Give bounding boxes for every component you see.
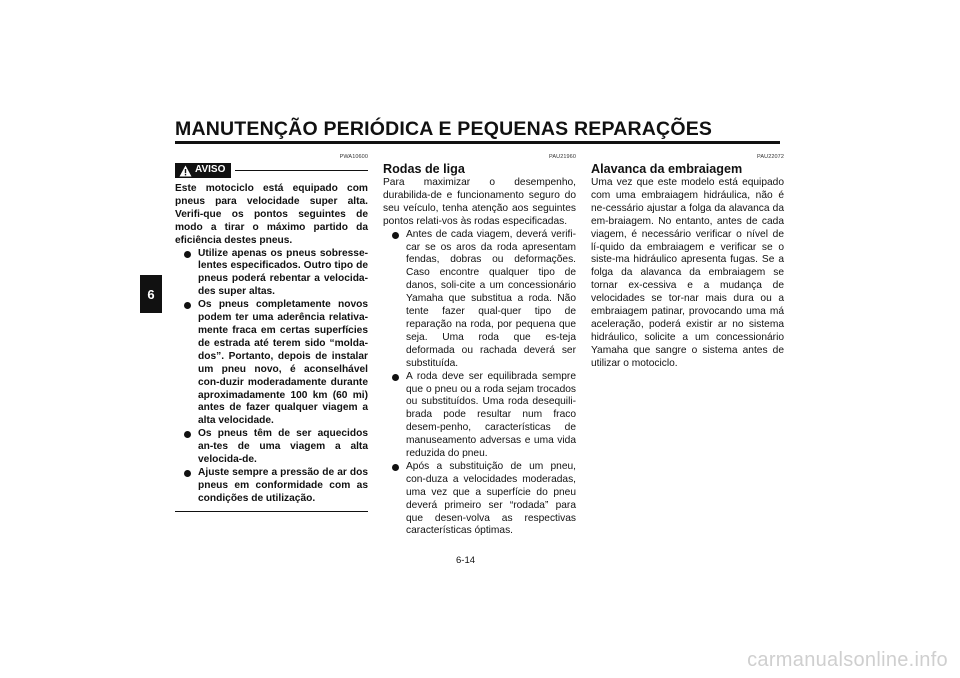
- warning-badge: [175, 163, 231, 178]
- list-item: Após a substituição de um pneu, con-duza a velocidades moderadas, uma vez que a superfície do pneu deverá primeiro ser “rodada” para que desen-volva as respectivas características óptimas.: [391, 461, 576, 538]
- warning-header: [175, 163, 368, 178]
- page-title: MANUTENÇÃO PERIÓDICA E PEQUENAS REPARAÇÕES: [175, 118, 713, 140]
- list-item: Antes de cada viagem, deverá verifi-car se os aros da roda apresentam fendas, dobras ou deformações. Caso encontre qualquer tipo de danos, soli-cite a um concessionário Yamaha que substitua a roda. Não tente fazer qual-quer tipo de reparação na roda, por pequena que seja. Uma roda que es-teja deformada ou rachada deverá ser substituída.: [391, 229, 576, 371]
- bullet-icon: [184, 431, 191, 438]
- warning-end-rule: [175, 511, 368, 513]
- warning-code: PWA10600: [339, 154, 368, 160]
- warning-intro: Este motociclo está equipado com pneus para velocidade super alta. Verifi-que os pontos seguintes de modo a tirar o máximo partido da eficiência destes pneus.: [175, 183, 368, 246]
- chapter-tab: 6: [140, 275, 162, 313]
- list-item: Ajuste sempre a pressão de ar dos pneus em conformidade com as condições de utilização.: [183, 467, 368, 506]
- warning-list: [175, 248, 368, 506]
- wheels-heading: Rodas de liga: [383, 162, 465, 176]
- watermark: carmanualsonline.info: [747, 649, 948, 671]
- wheels-code: PAU21960: [549, 154, 576, 160]
- warning-header-rule: [235, 170, 368, 172]
- list-item: Utilize apenas os pneus sobresse-lentes especificados. Outro tipo de pneus poderá rebentar a velocida-des super altas.: [183, 248, 368, 300]
- wheels-intro: Para maximizar o desempenho, durabilida-de e funcionamento seguro do seu veículo, tenha atenção aos seguintes pontos relati-vos às rodas especificadas.: [383, 177, 576, 227]
- bullet-icon: [184, 302, 191, 309]
- clutch-code: PAU22072: [757, 154, 784, 160]
- list-item: Os pneus têm de ser aquecidos an-tes de uma viagem a alta velocida-de.: [183, 428, 368, 467]
- list-item: Os pneus completamente novos podem ter uma aderência relativa-mente fraca em certas superfícies de estrada até terem sido “molda-dos”. Portanto, depois de instalar um pneu novo, é aconselhável con-duzir moderadamente durante aproximadamente 100 km (60 mi) antes de fazer qualquer viagem a alta velocidade.: [183, 299, 368, 428]
- bullet-icon: [184, 251, 191, 258]
- wheels-column: [383, 153, 576, 538]
- wheels-list: [383, 229, 576, 539]
- warning-label: AVISO: [195, 164, 226, 176]
- bullet-icon: [184, 470, 191, 477]
- bullet-icon: [392, 464, 399, 471]
- bullet-icon: [392, 232, 399, 239]
- warning-triangle-icon: [179, 165, 192, 177]
- clutch-heading: Alavanca da embraiagem: [591, 162, 743, 176]
- list-item: A roda deve ser equilibrada sempre que o pneu ou a roda sejam trocados ou substituídos. Uma roda desequili-brada pode resultar num fraco desem-penho, características de manuseamento adversas e uma vida reduzida do pneu.: [391, 371, 576, 461]
- title-rule: [175, 141, 780, 144]
- bullet-icon: [392, 374, 399, 381]
- page-number: 6-14: [456, 555, 476, 566]
- clutch-column: [591, 153, 784, 371]
- clutch-body: Uma vez que este modelo está equipado com uma embraiagem hidráulica, não é ne-cessário ajustar a folga da alavanca da em-braiagem. No entanto, antes de cada viagem, é necessário verificar o nível de lí-quido da embraiagem e verificar se o siste-ma hidráulico apresenta fugas. Se a folga da alavanca da embraiagem se tornar ex-cessiva e a mudança de velocidades se tor-nar mais dura ou a embraiagem patinar, provocando uma má aceleração, poderá existir ar no sistema hidráulico, solicite a um concessionário Yamaha que sangre o sistema antes de utilizar o motociclo.: [591, 177, 784, 369]
- warning-column: [175, 153, 368, 512]
